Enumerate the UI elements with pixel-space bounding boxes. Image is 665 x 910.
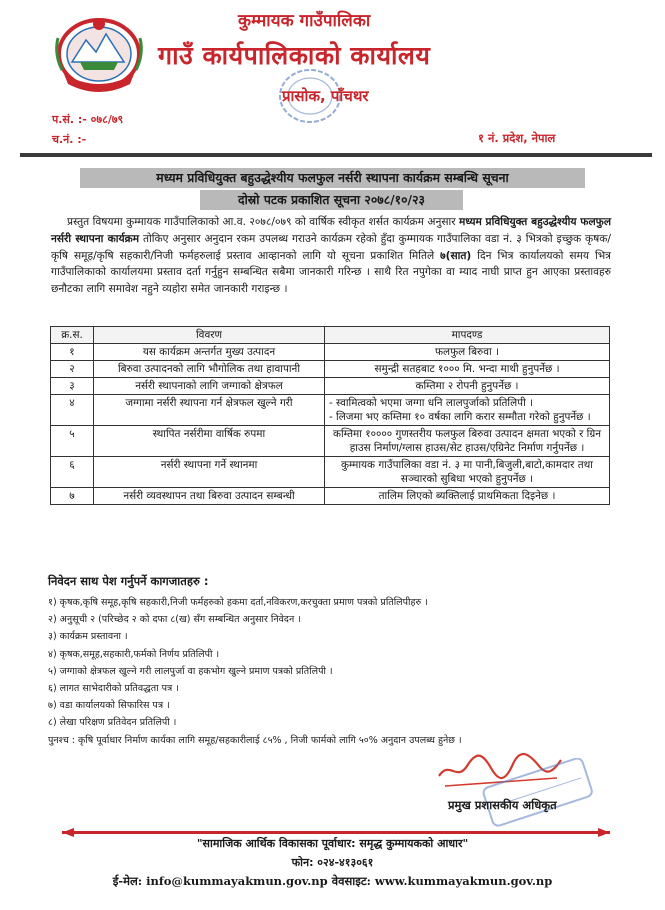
province-label: १ नं. प्रदेश, नेपाल bbox=[478, 131, 556, 145]
row-detail: बिरुवा उत्पादनको लागि भौगोलिक तथा हावापानी bbox=[94, 361, 325, 378]
table-row bbox=[51, 488, 610, 505]
body-bold-program: मध्यम प्रविधियुक्त बहुउद्धेश्यीय फलफुल नर्सरी स्थापना कार्यक्रम bbox=[51, 216, 611, 245]
list-item: १) कृषक,कृषि समूह,कृषि सहकारी,निजी फर्महरुको हकमा दर्ता,नविकरण,करचुक्ता प्रमाण पत्रको प्रतिलिपीहरु । bbox=[48, 597, 428, 608]
table-row bbox=[51, 361, 610, 378]
row-criteria: कम्तिमा २ रोपनी हुनुपर्नेछ । bbox=[325, 378, 610, 395]
criteria-line: - लिजमा भए कम्तिमा १० वर्षका लागि करार सम्मौता गरेको हुनुपर्नेछ । bbox=[329, 411, 591, 423]
list-item: ६) लागत साभेदारीको प्रतिवद्धता पत्र । bbox=[48, 682, 179, 694]
row-sn: ३ bbox=[51, 378, 94, 395]
footer-rule bbox=[62, 822, 610, 831]
row-criteria: समुन्द्री सतहबाट १००० मि. भन्दा माथी हुनुपर्नेछ । bbox=[325, 361, 610, 378]
row-detail: नर्सरी व्यवस्थापन तथा बिरुवा उत्पादन सम्बन्धी bbox=[94, 488, 325, 505]
office-title: गाउँ कार्यपालिकाको कार्यालय bbox=[158, 41, 431, 70]
body-bold-days: ७(सात) bbox=[440, 249, 472, 262]
table-row bbox=[51, 395, 610, 426]
dispatch-number: च.नं. :- bbox=[52, 133, 87, 146]
body-text-3: दिन भित्र कार्यालयको समय भित्र गाउँपालिकाको कार्यालयमा प्रस्ताव दर्ता गर्नुहुन सम्बन्धित सबैमा जानकारी गरिन्छ । साथै रित नपुगेका वा म्याद नाघी प्राप्त हुन आएका प्रस्तावहरु छनौटका लागि समावेश नहुने व्यहोरा समेत जानकारी गराइन्छ । bbox=[51, 249, 611, 296]
row-criteria: कम्तिमा १०००० गुणस्तरीय फलफुल बिरुवा उत्पादन क्षमता भएको र ग्रिन हाउस निर्माण/ग्लास हाउस/सेट हाउस/एग्रिनेट निर्माण गर्नुपर्नेछ । bbox=[325, 426, 610, 457]
col-header-criteria: मापदण्ड bbox=[325, 327, 610, 344]
office-place: प्रासोक, पाँचथर bbox=[282, 87, 369, 105]
list-item: २) अनुसूची २ (परिच्छेद २ को दफा ८(ख) सँग सम्बन्धित अनुसार निवेदन । bbox=[48, 614, 301, 626]
row-sn: १ bbox=[51, 344, 94, 361]
body-text-1: प्रस्तुत विषयमा कुम्मायक गाउँपालिकाको आ.व. २०७८/०७९ को वार्षिक स्वीकृत शर्सत कार्यक्रम अनुसार bbox=[67, 216, 460, 228]
table-row bbox=[51, 457, 610, 488]
official-stamp-icon bbox=[478, 758, 598, 828]
row-criteria: तालिम लिएको ब्यक्तिलाई प्राथमिकता दिइनेछ । bbox=[325, 488, 610, 505]
row-sn: २ bbox=[51, 361, 94, 378]
col-header-sn: क्र.स. bbox=[51, 327, 94, 344]
list-item: ३) कार्यक्रम प्रस्तावना । bbox=[48, 631, 128, 643]
list-item: ५) जग्गाको क्षेत्रफल खुल्ने गरी लालपुर्जा वा हकभोग खुल्ने प्रमाण पत्रको प्रतिलिपी । bbox=[48, 665, 333, 677]
table-row bbox=[51, 426, 610, 457]
criteria-line: - स्वामित्वको भएमा जग्गा धनि लालपुर्जाको प्रतिलिपी । bbox=[329, 397, 534, 409]
row-sn: ५ bbox=[51, 426, 94, 457]
signatory-title: प्रमुख प्रशासकीय अधिकृत bbox=[448, 798, 557, 812]
notice-title: मध्यम प्रविधियुक्त बहुउद्धेश्यीय फलफुल नर्सरी स्थापना कार्यक्रम सम्बन्धि सूचना bbox=[80, 168, 585, 188]
table-row bbox=[51, 378, 610, 395]
list-item: ८) लेखा परिक्षण प्रतिवेदन प्रतिलिपी । bbox=[48, 717, 177, 729]
nepal-emblem-icon bbox=[50, 10, 148, 96]
row-detail: जग्गामा नर्सरी स्थापना गर्न क्षेत्रफल खुल्ने गरी bbox=[94, 395, 325, 426]
documents-heading: निवेदन साथ पेश गर्नुपर्ने कागजातहरु : bbox=[48, 574, 209, 588]
body-text-2: तोकिए अनुसार अनुदान रकम उपलब्ध गराउने कार्यक्रम रहेको हुँदा कुम्मायक गाउँपालिका वडा नं. ३ भित्रको इच्छुक कृषक/कृषि समूह/कृषि सहकारी/निजी फर्महरुलाई प्रस्ताव आव्हानको लागि यो सूचना प्रकाशित मितिले bbox=[51, 232, 611, 262]
reference-number: प.सं. :- ०७८/७९ bbox=[52, 113, 124, 126]
row-sn: ७ bbox=[51, 488, 94, 505]
row-sn: ६ bbox=[51, 457, 94, 488]
postscript: पुनश्च : कृषि पूर्वाधार निर्माण कार्यका लागि समूह/सहकारीलाई ८५% , निजी फार्मको लागि ५०% अनुदान उपलब्ध हुनेछ । bbox=[48, 734, 462, 746]
table-row bbox=[51, 344, 610, 361]
row-sn: ४ bbox=[51, 395, 94, 426]
row-criteria: फलफुल बिरुवा । bbox=[325, 344, 610, 361]
criteria-table bbox=[50, 326, 610, 505]
footer-contact: ई-मेल: info@kummayakmun.gov.np वेवसाइट: www.kummayakmun.gov.np bbox=[112, 874, 553, 888]
office-name: कुम्मायक गाउँपालिका bbox=[238, 11, 371, 31]
row-criteria: कुम्मायक गाउँपालिका वडा नं. ३ मा पानी,बिजुली,बाटो,कामदार तथा सञ्चारको सुबिधा भएको हुनुपर्नेछ । bbox=[325, 457, 610, 488]
col-header-detail: विवरण bbox=[94, 327, 325, 344]
row-detail: स्थापित नर्सरीमा वार्षिक रुपमा bbox=[94, 426, 325, 457]
notice-body bbox=[51, 214, 611, 298]
table-header-row bbox=[51, 327, 610, 344]
header-divider bbox=[20, 153, 652, 157]
documents-list bbox=[48, 594, 618, 749]
row-detail: नर्सरी स्थापना गर्ने स्थानमा bbox=[94, 457, 325, 488]
list-item: ४) कृषक,समूह,सहकारी,फर्मको निर्णय प्रतिलिपी । bbox=[48, 648, 220, 660]
notice-subtitle: दोस्रो पटक प्रकाशित सूचना २०७८/१०/२३ bbox=[200, 190, 463, 210]
row-detail: नर्सरी स्थापनाको लागि जग्गाको क्षेत्रफल bbox=[94, 378, 325, 395]
footer-slogan: "सामाजिक आर्थिक विकासका पूर्वाधार: समृद्ध कुम्मायकको आधार" bbox=[196, 837, 469, 850]
footer-phone: फोन: ०२४-४१३०६१ bbox=[291, 856, 374, 869]
list-item: ७) वडा कार्यालयको सिफारिस पत्र । bbox=[48, 700, 170, 712]
row-criteria bbox=[325, 395, 610, 426]
row-detail: यस कार्यक्रम अन्तर्गत मुख्य उत्पादन bbox=[94, 344, 325, 361]
